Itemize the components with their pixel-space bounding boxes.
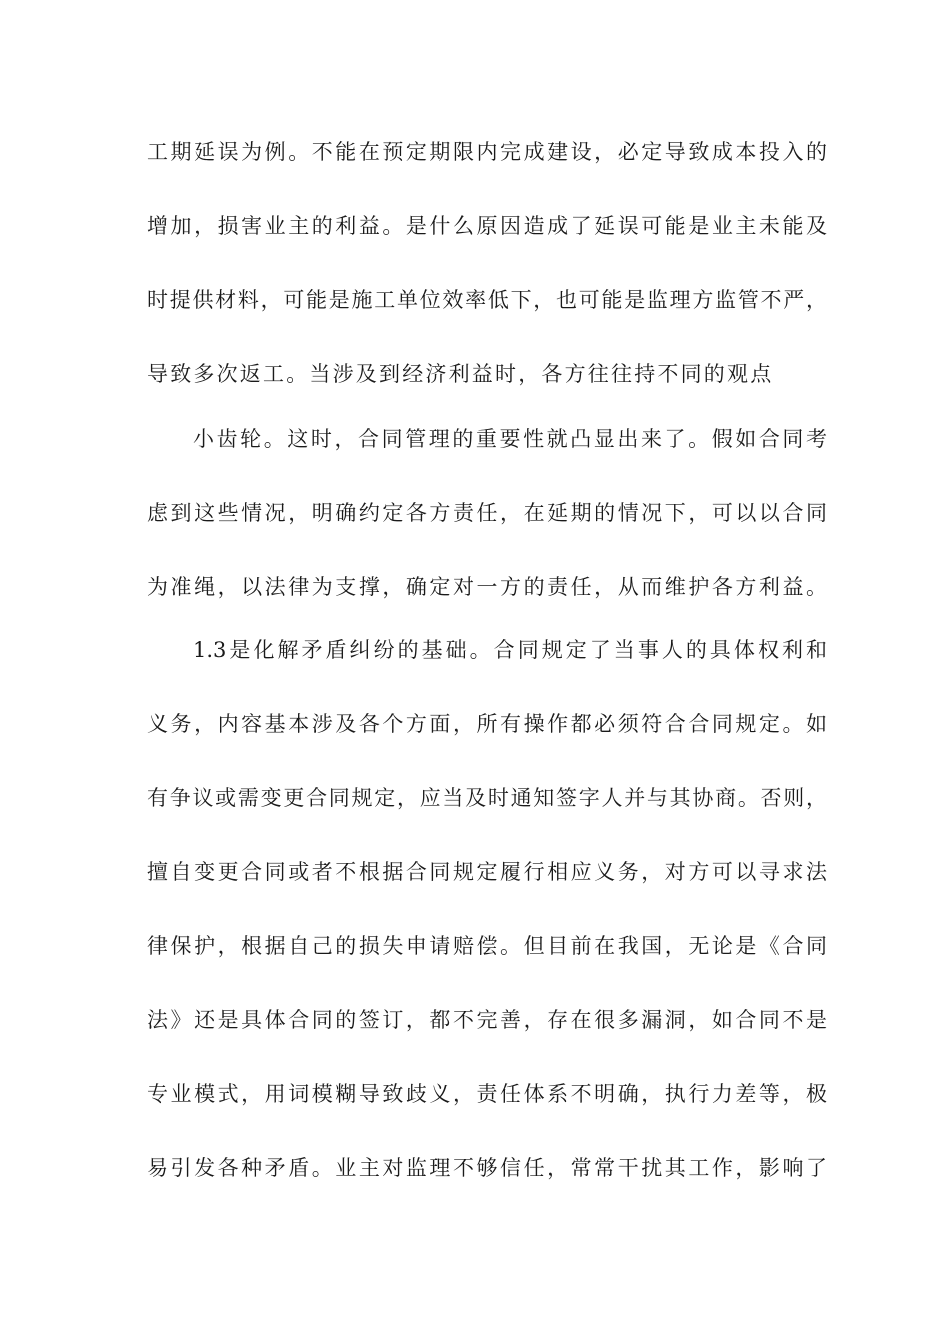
paragraph-line: 为准绳，以法律为支撑，确定对一方的责任，从而维护各方利益。 [147, 575, 827, 599]
paragraph-first-line: 小齿轮。这时，合同管理的重要性就凸显出来了。假如合同考 [193, 427, 827, 451]
paragraph-line: 专业模式，用词模糊导致歧义，责任体系不明确，执行力差等，极 [147, 1082, 827, 1106]
paragraph-line: 增加，损害业主的利益。是什么原因造成了延误可能是业主未能及 [147, 214, 827, 238]
paragraph-line: 律保护，根据自己的损失申请赔偿。但目前在我国，无论是《合同 [147, 934, 827, 958]
paragraph-line: 工期延误为例。不能在预定期限内完成建设，必定导致成本投入的 [147, 140, 827, 164]
paragraph-line: 易引发各种矛盾。业主对监理不够信任，常常干扰其工作，影响了 [147, 1156, 827, 1180]
section-first-line: 1.3是化解矛盾纠纷的基础。合同规定了当事人的具体权利和 [193, 638, 827, 662]
paragraph-line: 时提供材料，可能是施工单位效率低下，也可能是监理方监管不严， [147, 288, 827, 312]
paragraph-line: 法》还是具体合同的签订，都不完善，存在很多漏洞，如合同不是 [147, 1008, 827, 1032]
paragraph-line: 义务，内容基本涉及各个方面，所有操作都必须符合合同规定。如 [147, 712, 827, 736]
paragraph-line: 虑到这些情况，明确约定各方责任，在延期的情况下，可以以合同 [147, 501, 827, 525]
paragraph-line: 擅自变更合同或者不根据合同规定履行相应义务，对方可以寻求法 [147, 860, 827, 884]
paragraph-line: 导致多次返工。当涉及到经济利益时，各方往往持不同的观点 [147, 362, 774, 386]
paragraph-line: 有争议或需变更合同规定，应当及时通知签字人并与其协商。否则， [147, 786, 827, 810]
